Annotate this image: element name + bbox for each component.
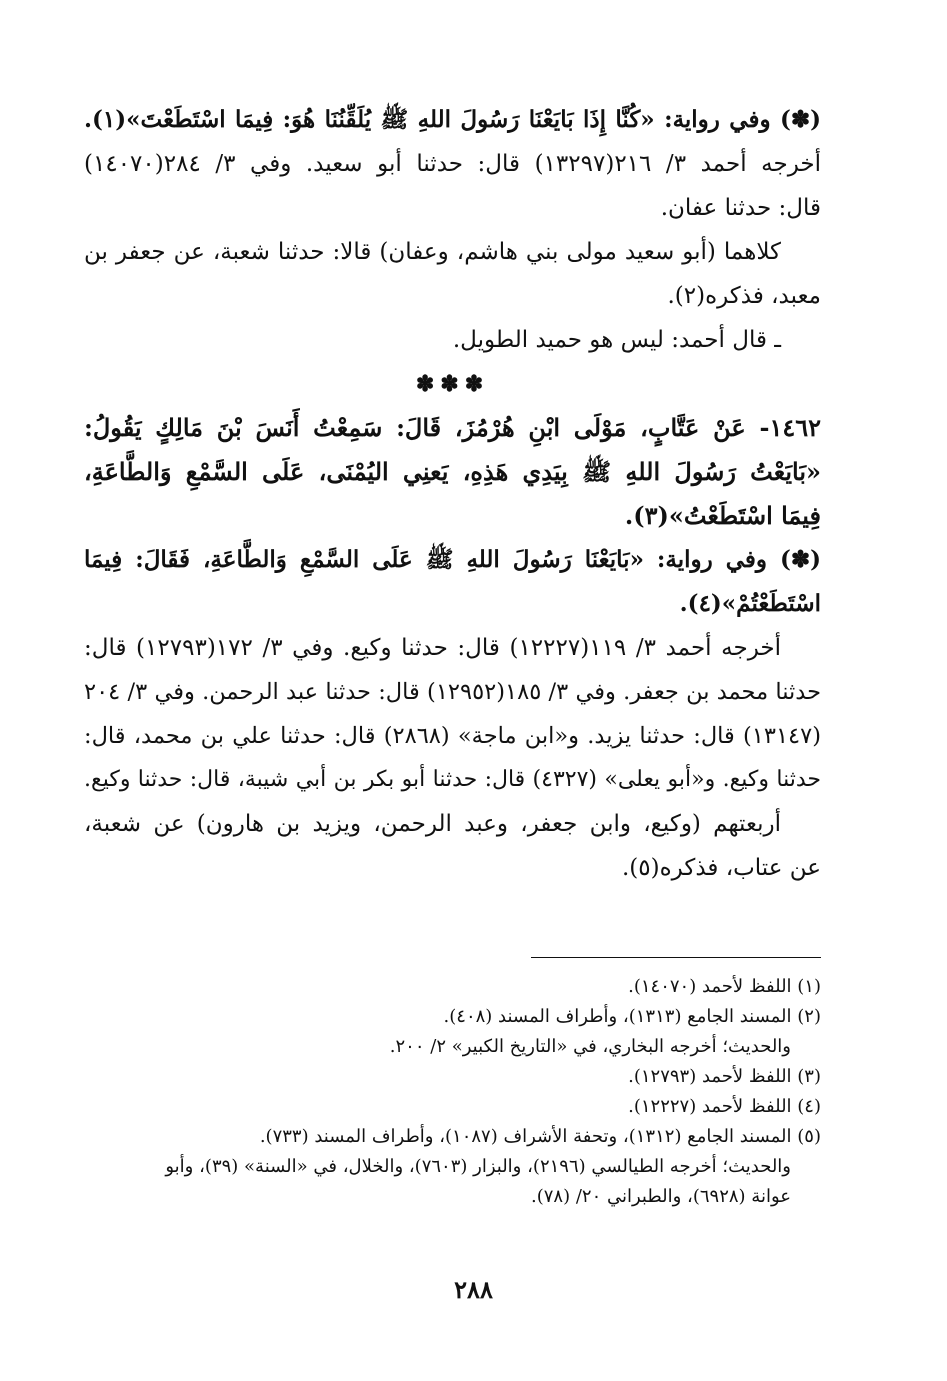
section-separator: ✽✽✽ [415, 371, 490, 397]
footnote-line: (٣) اللفظ لأحمد (١٢٧٩٣). [628, 1066, 821, 1087]
footnote-line: (١) اللفظ لأحمد (١٤٠٧٠). [628, 976, 821, 997]
takhrij-line: (١٣١٤٧) قال: حدثنا يزيد. و«ابن ماجة» (٢٨٦٨) قال: حدثنا علي بن محمد، قال: [84, 723, 821, 749]
footnote-line: والحديث؛ أخرجه البخاري، في «التاريخ الكبير» ٢/ ٢٠٠. [389, 1036, 791, 1057]
narrators-line: أربعتهم (وكيع، وابن جعفر، وعبد الرحمن، ويزيد بن هارون) عن شعبة، [84, 811, 781, 837]
footnote-line: (٤) اللفظ لأحمد (١٢٢٢٧). [628, 1096, 821, 1117]
riwaya-line: (✽) وفي رواية: «كُنَّا إِذَا بَايَعْنَا رَسُولَ اللهِ ﷺ يُلَقِّنُنَا هُوَ: فِيمَا اسْتَطَعْتَ»(١). [84, 106, 821, 133]
footnote-line: عوانة (٦٩٢٨)، والطبراني ٢٠/ (٧٨). [531, 1186, 791, 1207]
riwaya-line: اسْتَطَعْتُمْ»(٤). [679, 590, 821, 617]
page-number: ٢٨٨ [454, 1275, 493, 1304]
takhrij-line: أخرجه أحمد ٣/ ١١٩(١٢٢٢٧) قال: حدثنا وكيع. وفي ٣/ ١٧٢(١٢٧٩٣) قال: [84, 635, 782, 661]
narrators-line: معبد، فذكره(٢). [667, 283, 821, 309]
narrators-line: كلاهما (أبو سعيد مولى بني هاشم، وعفان) قالا: حدثنا شعبة، عن جعفر بن [84, 239, 781, 265]
takhrij-line: حدثنا وكيع. و«أبو يعلى» (٤٣٢٧) قال: حدثنا أبو بكر بن أبي شيبة، قال: حدثنا وكيع. [84, 767, 821, 792]
takhrij-line: أخرجه أحمد ٣/ ٢١٦(١٣٢٩٧) قال: حدثنا أبو سعيد. وفي ٣/ ٢٨٤(١٤٠٧٠) [84, 151, 821, 177]
hadith-line: ١٤٦٢- عَنْ عَتَّابٍ، مَوْلَى ابْنِ هُرْمُزَ، قَالَ: سَمِعْتُ أَنَسَ بْنَ مَالِكٍ يَقُولُ: [84, 413, 821, 442]
narrators-line: عن عتاب، فذكره(٥). [622, 855, 821, 881]
hadith-line: «بَايَعْتُ رَسُولَ اللهِ ﷺ بِيَدِي هَذِهِ، يَعنِي اليُمْنَى، عَلَى السَّمْعِ وَالطَّاعَةِ، [84, 457, 821, 486]
footnotes [84, 972, 821, 1212]
page-body [84, 98, 821, 890]
footnote-line: والحديث؛ أخرجه الطيالسي (٢١٩٦)، والبزار (٧٦٠٣)، والخلال، في «السنة» (٣٩)، وأبو [165, 1156, 791, 1177]
takhrij-line: حدثنا محمد بن جعفر. وفي ٣/ ١٨٥(١٢٩٥٢) قال: حدثنا عبد الرحمن. وفي ٣/ ٢٠٤ [84, 679, 822, 705]
riwaya-line: (✽) وفي رواية: «بَايَعْنَا رَسُولَ اللهِ ﷺ عَلَى السَّمْعِ وَالطَّاعَةِ، فَقَالَ: فِيمَا [84, 546, 821, 573]
hadith-line: فِيمَا اسْتَطَعْتُ»(٣). [624, 501, 821, 530]
footnote-line: (٥) المسند الجامع (١٣١٢)، وتحفة الأشراف (١٠٨٧)، وأطراف المسند (٧٣٣). [259, 1126, 821, 1147]
footnote-line: (٢) المسند الجامع (١٣١٣)، وأطراف المسند (٤٠٨). [443, 1006, 821, 1027]
takhrij-line: قال: حدثنا عفان. [660, 195, 821, 221]
comment-line: ـ قال أحمد: ليس هو حميد الطويل. [452, 327, 781, 353]
footnote-separator [531, 957, 821, 958]
